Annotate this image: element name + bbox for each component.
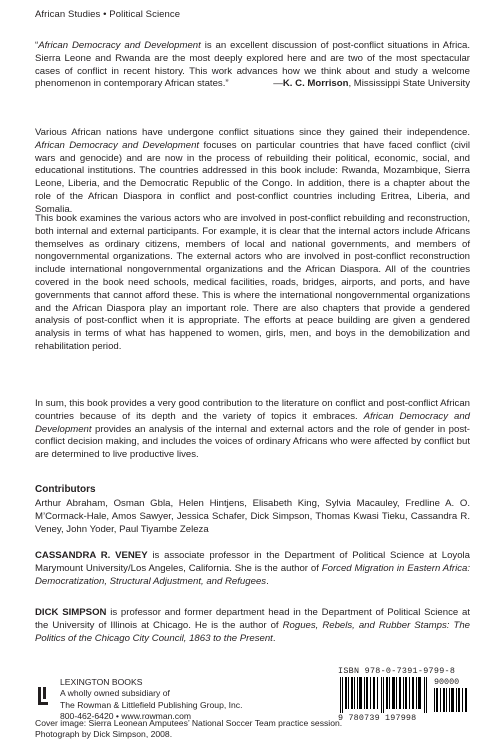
author-name: CASSANDRA R. VENEY [35, 550, 148, 561]
barcode-bars [338, 677, 430, 713]
endorsement-quote [35, 40, 470, 91]
publisher-name: LEXINGTON BOOKS [60, 677, 143, 687]
publisher-logo-icon [37, 685, 49, 709]
contributors-list: Arthur Abraham, Osman Gbla, Helen Hintjens, Elisabeth King, Sylvia Macauley, Fredline A. O. M’Cormack-Hale, Amos Sawyer, Jessica Schafer, Dick Simpson, Thomas Kwasi Tieku, Cassandra R. Veney, John Yoder, Paul Tiyambe Zeleza [35, 498, 470, 535]
quote-attribution: —K. C. Morrison, Mississippi State University [273, 78, 470, 90]
description-paragraph-1: Various African nations have undergone conflict situations since they gained their independence. African Democracy and Development focuses on particular countries that have faced conflict (civil wars and genocide) and are now in the process of rebuilding their political, economic, social, and educational institutions. The countries addressed in this book include: Rwanda, Mozambique, Sierra Leone, Liberia, and the Democratic Republic of the Congo. In addition, there is a chapter about the role of the African Diaspora in conflict and post-conflict countries including Eritrea, Liberia, and Somalia. [35, 127, 470, 215]
barcode-number: 9 780739 197998 [338, 713, 417, 723]
publisher-subsidiary: A wholly owned subsidiary of [60, 688, 170, 699]
quote-book-title: African Democracy and Development [38, 40, 201, 51]
book-title: African Democracy and Development [35, 410, 470, 435]
author-name: DICK SIMPSON [35, 607, 107, 618]
isbn-label: ISBN 978-0-7391-9799-8 [338, 666, 456, 676]
description-paragraph-2: This book examines the various actors who are involved in post-conflict rebuilding and reconstruction, both internal and external participants. For example, it is clear that the internal actors include Africans themselves as ordinary citizens, members of local and national governments, and members of nongovernmental organizations. The external actors who are involved in post-conflict reconstruction include international nongovernmental organizations and the African Diaspora. All of the countries covered in the book need schools, medical facilities, roads, bridges, airports, and ports, and have governments that cannot afford these. This is where the international nongovernmental organizations and the African Diaspora play an important role. There are also chapters that provide a gendered analysis of post-conflict when it is appropriate. The efforts at peace building are given a gendered analysis in terms of what has happened to women, girls, men, and boys in the demobilization and rehabilitation period. [35, 213, 470, 352]
author-bio-veney: CASSANDRA R. VENEY is associate professor in the Department of Political Science at Loyola Marymount University/Los Angeles, California. She is the author of Forced Migration in Eastern Africa: Democratization, Structural Adjustment, and Refugees. [35, 550, 470, 587]
publisher-info [60, 677, 242, 722]
isbn-barcode [338, 666, 470, 756]
attribution-affiliation: , Mississippi State University [348, 78, 470, 90]
publisher-group: The Rowman & Littlefield Publishing Group, Inc. [60, 699, 243, 710]
author-bio-simpson: DICK SIMPSON is professor and former department head in the Department of Political Science at the University of Illinois at Chicago. He is the author of Rogues, Rebels, and Rubber Stamps: The Politics of the Chicago City Council, 1863 to the Present. [35, 607, 470, 644]
price-barcode-bars [434, 688, 468, 712]
author-book-title: Rogues, Rebels, and Rubber Stamps: The Politics of the Chicago City Council, 1863 to the Present [35, 619, 470, 644]
description-paragraph-3: In sum, this book provides a very good contribution to the literature on conflict and post-conflict African countries because of its depth and the variety of topics it embraces. African Democracy and Development provides an analysis of the internal and external actors and the role of gender in post-conflict decision making, and includes the voices of ordinary Africans who were affected by conflict but are determined to live productive lives. [35, 398, 470, 461]
author-book-title: Forced Migration in Eastern Africa: Democratization, Structural Adjustment, and Refugees [35, 562, 470, 587]
price-code: 90000 [434, 677, 460, 687]
attribution-name: K. C. Morrison [282, 78, 349, 90]
quote-text: is an excellent discussion of post-conflict situations in Africa. Sierra Leone and Rwanda are the most deeply explored here and are two of the most spectacular cases of conflict in recent history. This work advances how we think about and study a welcome phenomenon in contemporary African states.” [35, 40, 470, 90]
open-quote: “ [35, 40, 39, 51]
publisher-contact: 800-462-6420 • www.rowman.com [60, 710, 192, 721]
subject-category: African Studies • Political Science [35, 9, 181, 20]
cover-image-credit: Cover image: Sierra Leonean Amputees’ National Soccer Team practice session. Photograph by Dick Simpson, 2008. [35, 718, 343, 740]
contributors-heading: Contributors [35, 484, 96, 495]
book-title: African Democracy and Development [35, 139, 200, 151]
